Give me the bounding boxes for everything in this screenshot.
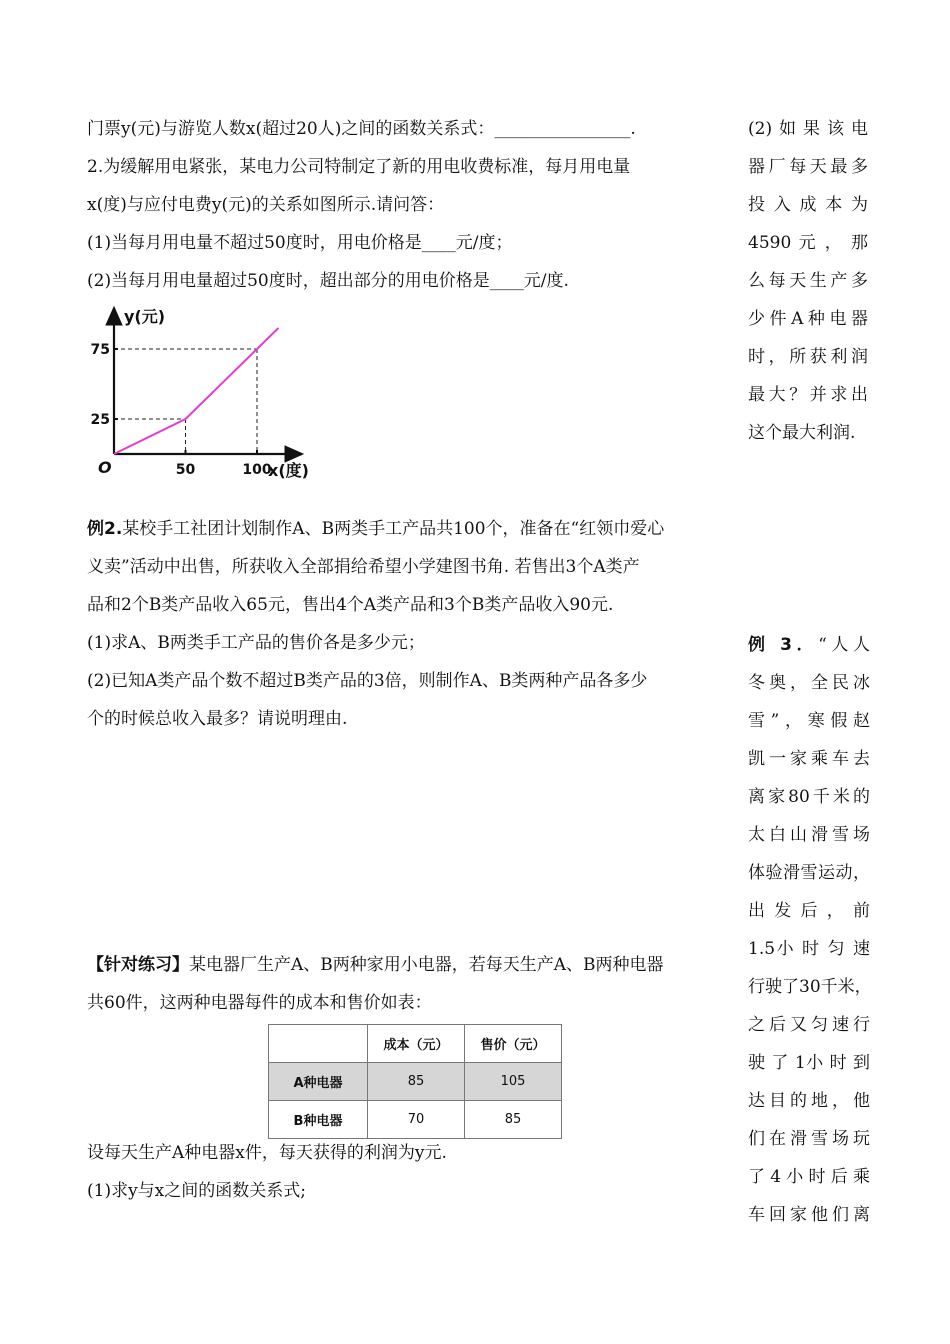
table-cell: 105 — [465, 1063, 562, 1101]
table-header-cell: 售价（元） — [465, 1025, 562, 1063]
text-line: (1)当每月用电量不超过50度时，用电价格是____元/度； — [87, 233, 513, 253]
side-text-line: 车回家他们离 — [748, 1205, 870, 1225]
example-3-label: 例 3． — [748, 635, 819, 655]
y-axis-label: y(元) — [124, 307, 166, 326]
side-text-line: 少件A种电器 — [748, 309, 868, 329]
side-text-line: 时，所获利润 — [748, 347, 868, 367]
table-cell: 85 — [368, 1063, 465, 1101]
text-line: x(度)与应付电费y(元)的关系如图所示.请问答： — [87, 195, 445, 215]
side-text-line: 1.5小 时 匀 速 — [748, 939, 870, 959]
y-tick-label: 75 — [90, 342, 110, 358]
guide-lines — [114, 349, 257, 454]
text-line: (1)求A、B两类手工产品的售价各是多少元； — [87, 633, 425, 653]
side-text-line: 们在滑雪场玩 — [748, 1129, 870, 1149]
y-tick-label: 25 — [90, 412, 110, 428]
practice-label: 【针对练习】 — [87, 955, 189, 975]
x-tick-label: 100 — [242, 462, 272, 478]
table-row — [269, 1101, 562, 1139]
text-line: 义卖”活动中出售，所获收入全部捐给希望小学建图书角. 若售出3个A类产 — [87, 557, 640, 577]
example-3 — [748, 626, 870, 1234]
table-cell: A种电器 — [269, 1063, 368, 1101]
table-cell: B种电器 — [269, 1101, 368, 1139]
side-text-line: 之后又匀速行 — [748, 1015, 870, 1035]
side-text-line: 器厂每天最多 — [748, 157, 868, 177]
origin-label: O — [98, 458, 112, 477]
table-header-row — [269, 1025, 562, 1063]
question-block-top — [87, 110, 742, 300]
text-line: 门票y(元)与游览人数x(超过20人)之间的函数关系式：________________. — [87, 119, 636, 139]
side-text-line: 这个最大利润. — [748, 423, 856, 443]
text-line: 品和2个B类产品收入65元，售出4个A类产品和3个B类产品收入90元. — [87, 595, 614, 615]
side-text-line: (2)如果该电 — [748, 119, 868, 139]
cost-price-table — [268, 1024, 562, 1139]
text-line: 设每天生产A种电器x件，每天获得的利润为y元. — [87, 1143, 447, 1163]
text-line: (2)已知A类产品个数不超过B类产品的3倍，则制作A、B类两种产品各多少 — [87, 671, 648, 691]
side-question-2 — [748, 110, 868, 452]
side-text-line: 体验滑雪运动， — [748, 863, 870, 883]
side-text-line: 太白山滑雪场 — [748, 825, 870, 845]
example-2 — [87, 510, 742, 738]
side-text-line: “人人 — [818, 635, 870, 655]
x-axis-label: x(度) — [268, 461, 309, 480]
text-line: 2.为缓解用电紧张，某电力公司特制定了新的用电收费标准，每月用电量 — [87, 157, 631, 177]
side-text-line: 达目的地，他 — [748, 1091, 870, 1111]
fee-line — [114, 328, 278, 454]
text-line: 共60件，这两种电器每件的成本和售价如表： — [87, 993, 432, 1013]
table-header-cell: 成本（元） — [368, 1025, 465, 1063]
side-text-line: 4590 元 ， 那 — [748, 233, 868, 253]
side-text-line: 驶 了 1小 时 到 — [748, 1053, 870, 1073]
text-line: 某校手工社团计划制作A、B两类手工产品共100个，准备在“红领巾爱心 — [122, 519, 665, 539]
side-text-line: 雪”，寒假赵 — [748, 711, 870, 731]
side-text-line: 冬奥，全民冰 — [748, 673, 870, 693]
table-cell: 70 — [368, 1101, 465, 1139]
table-header-cell — [269, 1025, 368, 1063]
side-text-line: 了4小时后乘 — [748, 1167, 870, 1187]
electricity-fee-graph — [84, 300, 334, 490]
side-text-line: 离家80千米的 — [748, 787, 870, 807]
side-text-line: 么每天生产多 — [748, 271, 868, 291]
example-2-label: 例2. — [87, 519, 123, 539]
table-row — [269, 1063, 562, 1101]
side-text-line: 凯一家乘车去 — [748, 749, 870, 769]
side-text-line: 最大？并求出 — [748, 385, 868, 405]
text-line: 个的时候总收入最多？请说明理由. — [87, 709, 348, 729]
text-line: 某电器厂生产A、B两种家用小电器，若每天生产A、B两种电器 — [189, 955, 664, 975]
text-line: (2)当每月用电量超过50度时，超出部分的用电价格是____元/度. — [87, 271, 569, 291]
side-text-line: 投 入 成 本 为 — [748, 195, 868, 215]
side-text-line: 行驶了30千米， — [748, 977, 872, 997]
text-line: (1)求y与x之间的函数关系式; — [87, 1181, 306, 1201]
practice-continuation — [87, 1134, 742, 1210]
practice-question — [87, 946, 742, 1022]
side-text-line: 出 发 后 ， 前 — [748, 901, 870, 921]
x-tick-label: 50 — [175, 462, 196, 478]
table-cell: 85 — [465, 1101, 562, 1139]
